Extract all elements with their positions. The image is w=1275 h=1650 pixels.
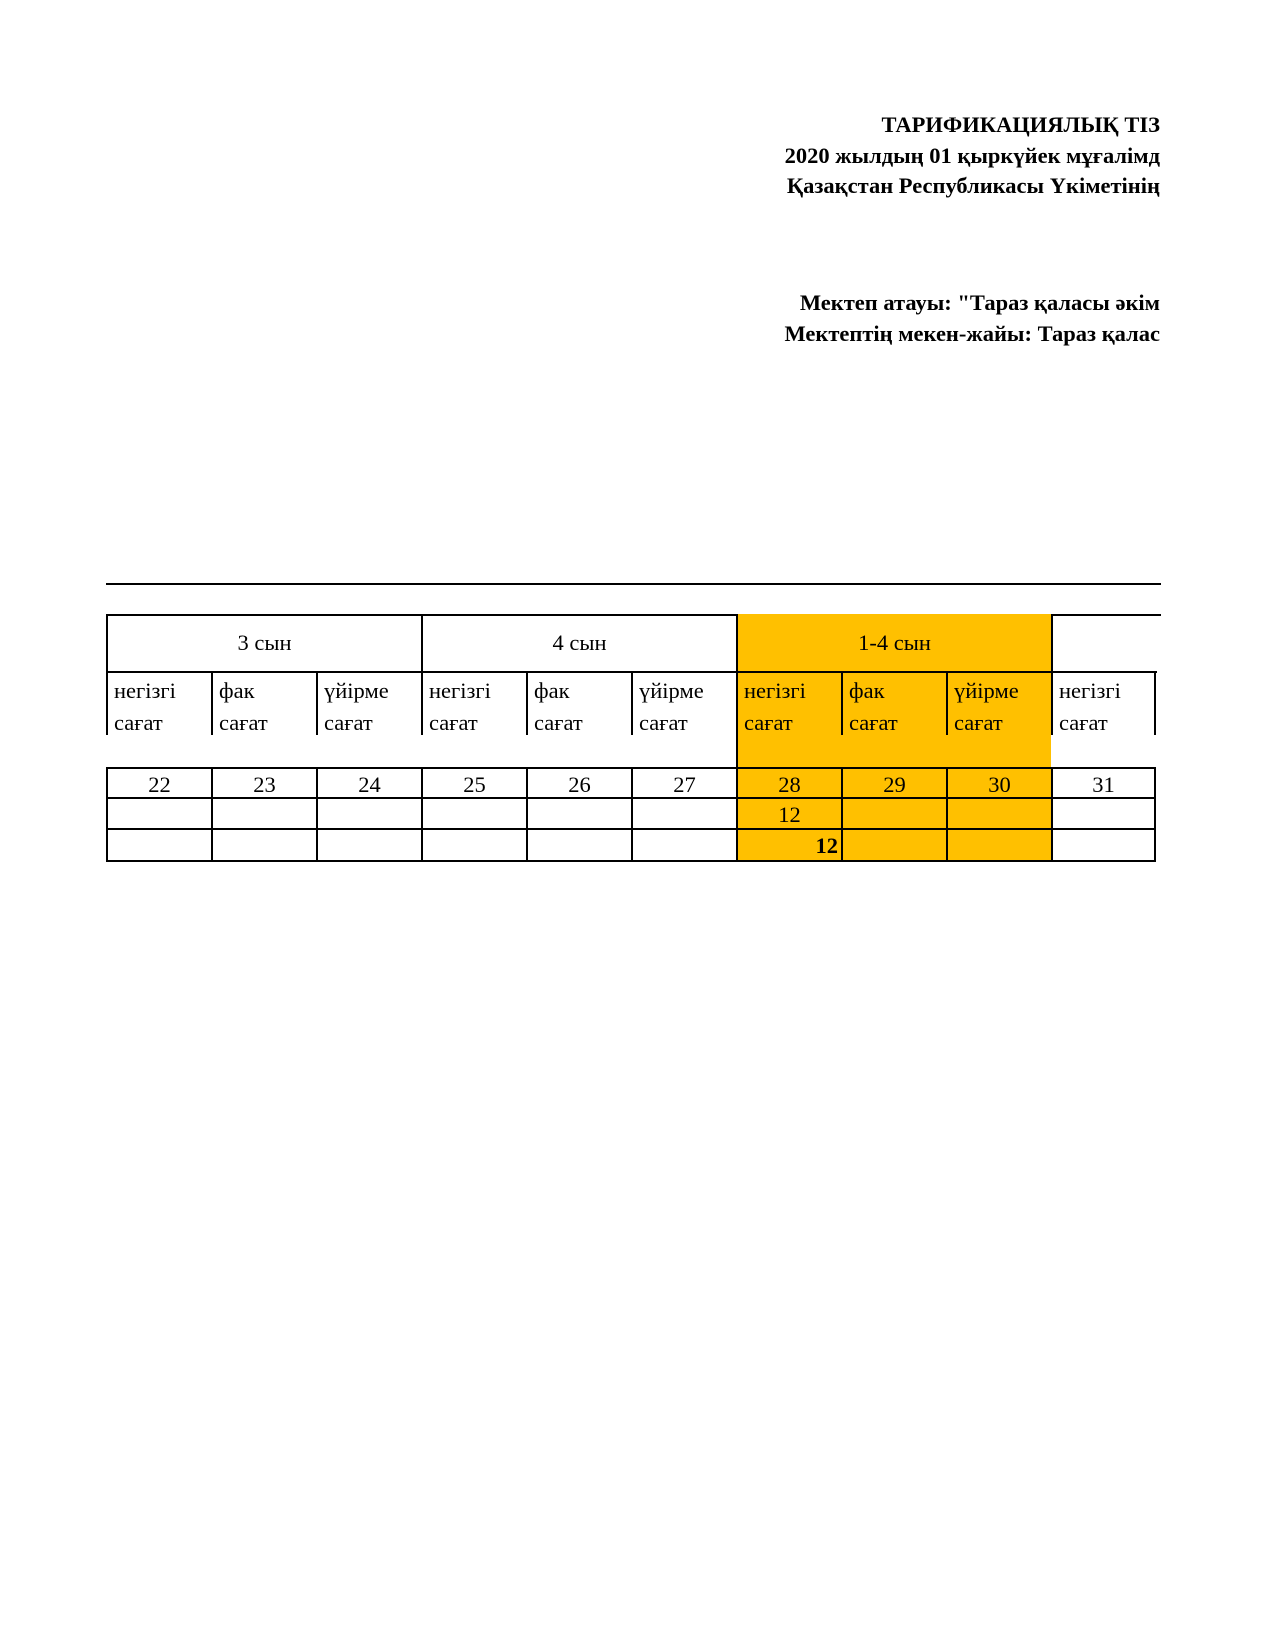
- subheader-line1: үйірме: [324, 678, 389, 703]
- group-header-0: 3 сын: [106, 614, 421, 673]
- data-cell: [841, 799, 946, 831]
- highlight-gap: [736, 735, 1051, 767]
- column-subheader-2: [316, 673, 421, 735]
- column-subheader-1: [211, 673, 316, 735]
- document-title: ТАРИФИКАЦИЯЛЫҚ ТІЗ: [881, 112, 1160, 137]
- subheader-line1: негізгі: [429, 678, 491, 703]
- column-subheader-8: [946, 673, 1051, 735]
- column-subheader-6: [736, 673, 841, 735]
- subheader-line2: сағат: [639, 710, 688, 735]
- subheader-line2: сағат: [114, 710, 163, 735]
- subheader-line2: сағат: [954, 710, 1003, 735]
- school-name: Мектеп атауы: "Тараз қаласы әкім: [799, 290, 1160, 315]
- document-subtitle-date: 2020 жылдың 01 қыркүйек мұғалімд: [784, 143, 1160, 168]
- data-cell: [526, 799, 631, 831]
- total-cell: [421, 830, 526, 862]
- total-cell: [106, 830, 211, 862]
- data-cell: [316, 799, 421, 831]
- subheader-line2: сағат: [744, 710, 793, 735]
- column-subheader-4: [526, 673, 631, 735]
- total-cell: [946, 830, 1051, 862]
- subheader-line2: сағат: [1059, 710, 1108, 735]
- group-header-1: 4 сын: [421, 614, 736, 673]
- subheader-line1: негізгі: [744, 678, 806, 703]
- subheader-line1: фак: [849, 678, 885, 703]
- subheader-line2: сағат: [219, 710, 268, 735]
- subheader-line1: фак: [534, 678, 570, 703]
- total-cell: [1051, 830, 1156, 862]
- subheader-line2: сағат: [429, 710, 478, 735]
- column-number-25: 25: [421, 767, 526, 799]
- subheader-line2: сағат: [849, 710, 898, 735]
- data-cell: [946, 799, 1051, 831]
- column-subheader-3: [421, 673, 526, 735]
- data-cell: [631, 799, 736, 831]
- column-number-31: 31: [1051, 767, 1156, 799]
- document-subtitle-government: Қазақстан Республикасы Үкіметінің: [786, 173, 1160, 198]
- group-header-3: [1051, 614, 1157, 673]
- subheader-line1: фак: [219, 678, 255, 703]
- total-cell: [841, 830, 946, 862]
- school-address: Мектептің мекен-жайы: Тараз қалас: [784, 321, 1160, 346]
- column-number-28: 28: [736, 767, 841, 799]
- total-cell: [631, 830, 736, 862]
- subheader-line1: негізгі: [114, 678, 176, 703]
- column-number-26: 26: [526, 767, 631, 799]
- subheader-line2: сағат: [324, 710, 373, 735]
- column-number-29: 29: [841, 767, 946, 799]
- column-subheader-0: [106, 673, 211, 735]
- data-cell: [211, 799, 316, 831]
- column-subheader-7: [841, 673, 946, 735]
- column-number-27: 27: [631, 767, 736, 799]
- subheader-line1: үйірме: [954, 678, 1019, 703]
- column-number-22: 22: [106, 767, 211, 799]
- subheader-line2: сағат: [534, 710, 583, 735]
- total-cell: [316, 830, 421, 862]
- column-number-30: 30: [946, 767, 1051, 799]
- data-cell: 12: [736, 799, 841, 831]
- subheader-line1: негізгі: [1059, 678, 1121, 703]
- separator-line: [106, 583, 1161, 585]
- total-cell: [526, 830, 631, 862]
- data-cell: [106, 799, 211, 831]
- column-number-24: 24: [316, 767, 421, 799]
- column-subheader-5: [631, 673, 736, 735]
- column-number-23: 23: [211, 767, 316, 799]
- total-cell: [211, 830, 316, 862]
- column-subheader-9: [1051, 673, 1156, 735]
- group-header-2: 1-4 сын: [736, 614, 1051, 673]
- total-cell: 12: [736, 830, 841, 862]
- data-cell: [421, 799, 526, 831]
- subheader-line1: үйірме: [639, 678, 704, 703]
- data-cell: [1051, 799, 1156, 831]
